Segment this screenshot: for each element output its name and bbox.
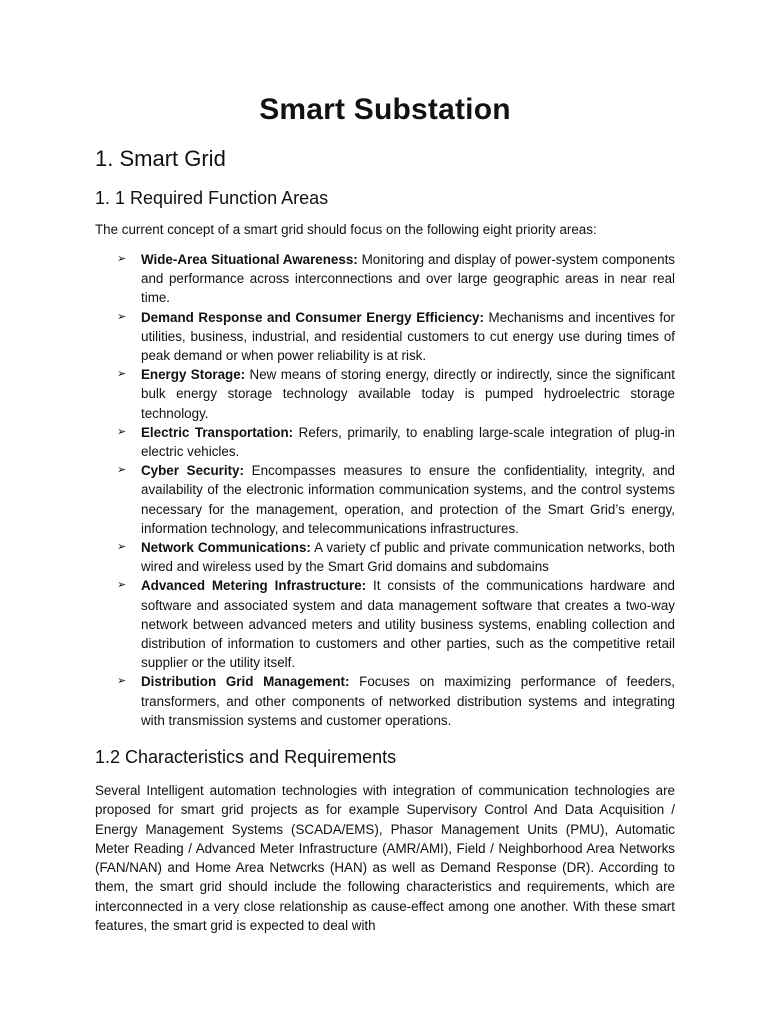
list-item	[95, 461, 675, 538]
bullet-text: Refers, primarily, to enabling large-scale integration of plug-in electric vehicles.	[141, 424, 676, 460]
bullet-text: It consists of the communications hardware and software and associated system and data management software that creates a two-way network between advanced meters and utility business systems, enabling collection and distribution of information to customers and other parties, such as the competitive retail supplier or the utility itself.	[141, 578, 675, 671]
bullet-term: Energy Storage:	[141, 367, 246, 383]
arrow-bullet-icon: ➢	[117, 541, 127, 554]
bullet-term: Wide-Area Situational Awareness:	[141, 252, 358, 267]
arrow-bullet-icon: ➢	[117, 310, 127, 323]
bullet-term: Electric Transportation:	[141, 424, 294, 440]
bullet-text: Encompasses measures to ensure the confidentiality, integrity, and availability of the electronic information communication systems, and the control systems necessary for the management, operation, and protection of the Smart Grid’s energy, information technology, and telecommunications infrastructures.	[141, 463, 676, 536]
arrow-bullet-icon: ➢	[117, 579, 127, 592]
document-title: Smart Substation	[259, 93, 511, 126]
bullet-term: Demand Response and Consumer Energy Efficiency:	[141, 309, 484, 325]
arrow-bullet-icon: ➢	[117, 464, 127, 477]
bullet-term: Distribution Grid Management:	[141, 674, 350, 690]
list-item	[95, 308, 675, 366]
bullet-term: Advanced Metering Infrastructure:	[141, 578, 367, 594]
bullet-term: Network Communications:	[141, 540, 311, 556]
bullet-text: Monitoring and display of power-system components and performance across interconnections and over large geographic areas in near real time.	[141, 252, 675, 306]
arrow-bullet-icon: ➢	[117, 368, 127, 381]
priority-areas-list	[95, 250, 675, 730]
list-item	[95, 250, 675, 308]
list-item	[95, 365, 675, 423]
list-item	[95, 423, 675, 461]
list-item	[95, 576, 675, 672]
list-item	[95, 672, 675, 730]
arrow-bullet-icon: ➢	[117, 675, 127, 688]
bullet-text: New means of storing energy, directly or indirectly, since the significant bulk energy storage technology available today is pumped hydroelectric storage technology.	[141, 367, 675, 421]
intro-paragraph: The current concept of a smart grid should focus on the following eight priority areas:	[95, 222, 597, 237]
arrow-bullet-icon: ➢	[117, 425, 127, 438]
subsection-heading-function-areas: 1. 1 Required Function Areas	[95, 188, 329, 208]
section-heading-smart-grid: 1. Smart Grid	[95, 146, 226, 171]
bullet-text: Mechanisms and incentives for utilities, business, industrial, and residential customers to cut energy use during times of peak demand or when power reliability is at risk.	[141, 309, 676, 364]
bullet-text: Focuses on maximizing performance of feeders, transformers, and other components of networked distribution systems and integrating with transmission systems and customer operations.	[141, 674, 675, 728]
characteristics-paragraph: Several Intelligent automation technologies with integration of communication technologies are proposed for smart grid projects as for example Supervisory Control And Data Acquisition / Energy Management Systems (SCADA/EMS), Phasor Management Units (PMU), Automatic Meter Reading / Advanced Meter Infrastructure (AMR/AMI), Field / Neighborhood Area Networks (FAN/NAN) and Home Area Netwcrks (HAN) as well as Demand Response (DR). According to them, the smart grid should include the following characteristics and requirements, which are interconnected in a very close relationship as cause-effect among one another. With these smart features, the smart grid is expected to deal with	[95, 783, 675, 934]
bullet-text: A variety cf public and private communication networks, both wired and wireless used by the Smart Grid domains and subdomains	[141, 540, 675, 575]
bullet-term: Cyber Security:	[141, 463, 244, 479]
list-item	[95, 538, 675, 576]
arrow-bullet-icon: ➢	[117, 253, 127, 265]
subsection-heading-characteristics: 1.2 Characteristics and Requirements	[95, 747, 397, 767]
